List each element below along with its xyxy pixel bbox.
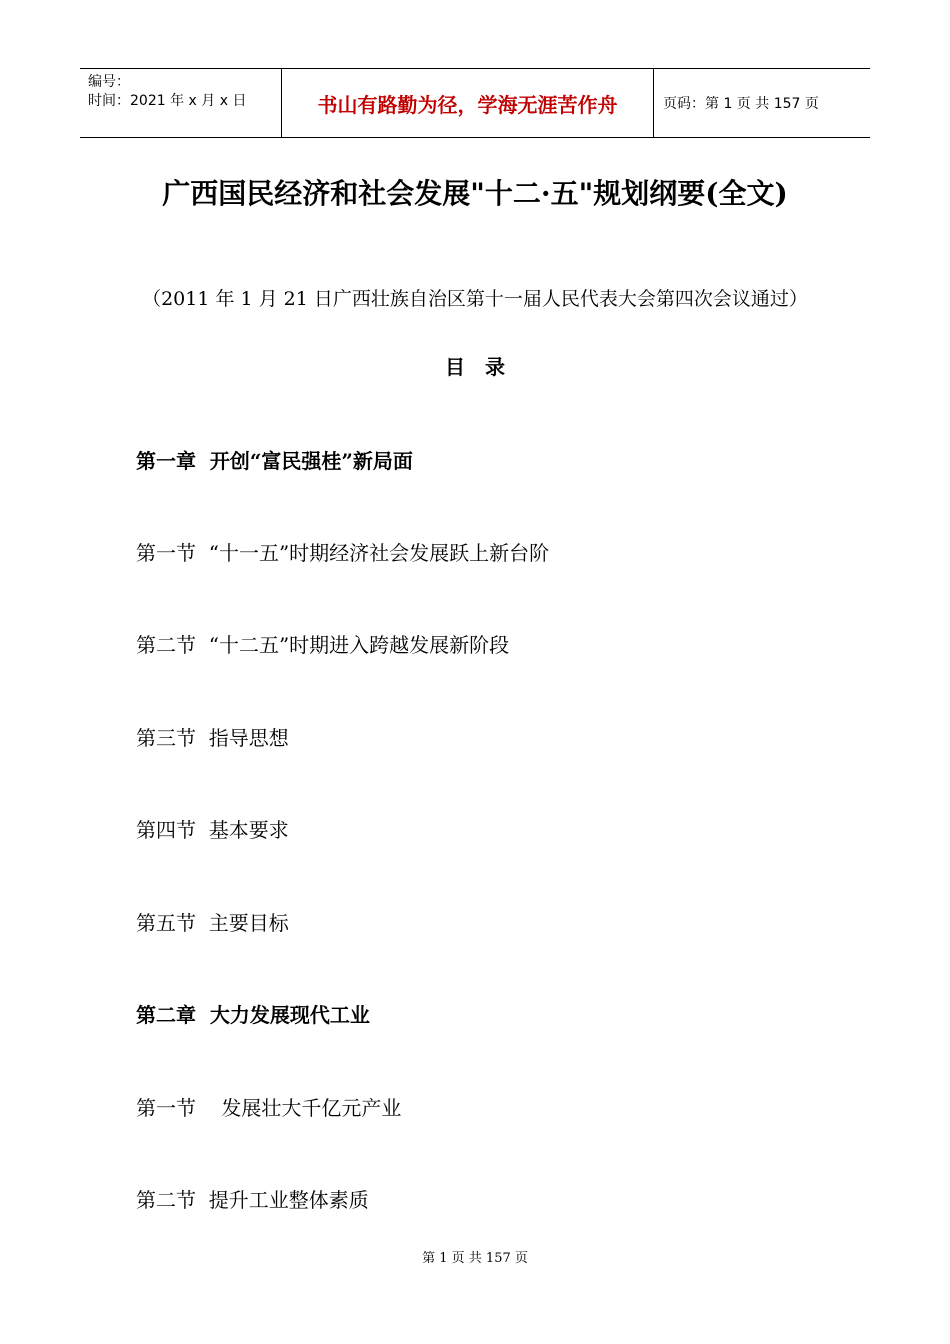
header-number-label: 编号：	[88, 74, 130, 90]
document-subtitle: （2011 年 1 月 21 日广西壮族自治区第十一届人民代表大会第四次会议通过）	[142, 288, 808, 310]
toc-section-1-1: 第一节 “十一五”时期经济社会发展跃上新台阶	[136, 541, 550, 565]
toc-section-1-3: 第三节 指导思想	[136, 726, 289, 750]
header-motto: 书山有路勤为径，学海无涯苦作舟	[281, 69, 654, 137]
toc-section-1-2: 第二节 “十二五”时期进入跨越发展新阶段	[136, 633, 510, 657]
header-page-info: 页码：第 1 页 共 157 页	[663, 96, 819, 112]
page-footer: 第 1 页 共 157 页	[422, 1251, 528, 1266]
header-meta	[80, 69, 281, 137]
toc-chapter-1: 第一章 开创“富民强桂”新局面	[136, 449, 413, 473]
toc-section-1-4: 第四节 基本要求	[136, 818, 289, 842]
document-header	[80, 68, 870, 138]
toc-section-1-5: 第五节 主要目标	[136, 911, 289, 935]
toc-heading: 目 录	[445, 355, 505, 379]
toc-chapter-2: 第二章 大力发展现代工业	[136, 1003, 370, 1027]
header-time-label: 时间：2021 年 x 月 x 日	[88, 93, 247, 109]
toc-section-2-1: 第一节 发展壮大千亿元产业	[136, 1096, 402, 1120]
toc-section-2-2: 第二节 提升工业整体素质	[136, 1188, 369, 1212]
document-title: 广西国民经济和社会发展"十二·五"规划纲要(全文)	[162, 177, 788, 210]
